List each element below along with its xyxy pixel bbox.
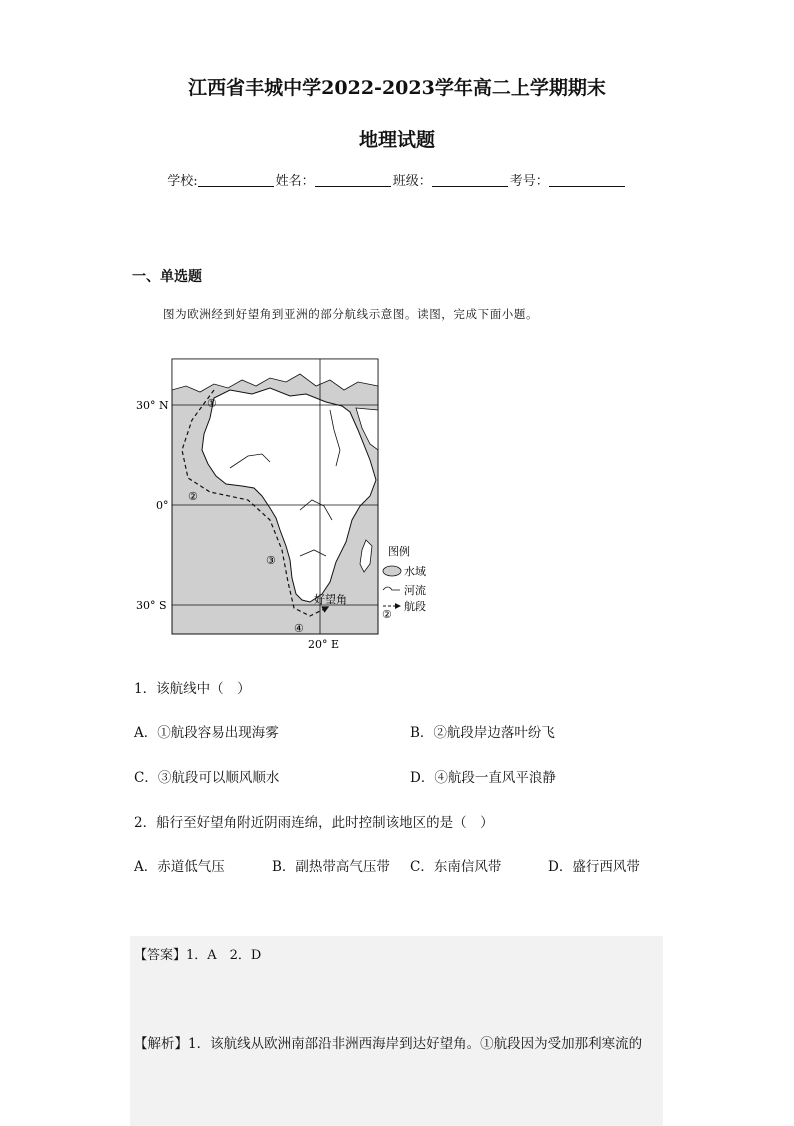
exam-no-label: 考号： bbox=[509, 174, 549, 189]
class-field[interactable] bbox=[432, 174, 508, 187]
page-subtitle: 地理试题 bbox=[358, 129, 435, 151]
legend-route-label: 航段 bbox=[404, 600, 426, 613]
exam-no-field[interactable] bbox=[549, 174, 625, 187]
segment-3-label: ③ bbox=[266, 554, 276, 567]
question-1-option-b[interactable]: B．②航段岸边落叶纷飞 bbox=[410, 725, 555, 741]
legend-water-swatch bbox=[383, 566, 401, 576]
legend-route-symbol: ② bbox=[382, 608, 392, 621]
class-label: 班级： bbox=[392, 174, 432, 189]
question-1-stem: 1．该航线中（ ） bbox=[134, 681, 251, 697]
student-info-line bbox=[0, 170, 794, 189]
explanation-line: 【解析】1．该航线从欧洲南部沿非洲西海岸到达好望角。①航段因为受加那利寒流的 bbox=[134, 1036, 643, 1052]
question-1-option-a[interactable]: A．①航段容易出现海雾 bbox=[134, 725, 279, 741]
school-field[interactable] bbox=[198, 174, 274, 187]
question-2-option-d[interactable]: D．盛行西风带 bbox=[548, 859, 640, 875]
legend-river-icon bbox=[383, 587, 400, 590]
section-title: 一、单选题 bbox=[132, 269, 202, 285]
answer-line: 【答案】1．A 2．D bbox=[134, 948, 262, 963]
route-map bbox=[130, 350, 450, 655]
question-2-option-c[interactable]: C．东南信风带 bbox=[410, 859, 502, 875]
cape-label: 好望角 bbox=[314, 593, 347, 606]
segment-2-label: ② bbox=[188, 490, 198, 503]
question-2-option-b[interactable]: B．副热带高气压带 bbox=[272, 859, 390, 875]
question-2-stem: 2．船行至好望角附近阴雨连绵，此时控制该地区的是（ ） bbox=[134, 815, 494, 831]
name-field[interactable] bbox=[315, 174, 391, 187]
question-2-option-a[interactable]: A．赤道低气压 bbox=[134, 859, 225, 875]
page-title: 江西省丰城中学2022-2023学年高二上学期期末 bbox=[188, 77, 606, 99]
question-1-option-c[interactable]: C．③航段可以顺风顺水 bbox=[134, 770, 280, 786]
lat-0-label: 0° bbox=[156, 499, 169, 512]
answer-box bbox=[130, 936, 663, 1126]
legend-water-label: 水域 bbox=[404, 565, 426, 578]
name-label: 姓名： bbox=[275, 174, 315, 189]
legend-river-label: 河流 bbox=[404, 584, 426, 597]
question-intro: 图为欧洲经到好望角到亚洲的部分航线示意图。读图，完成下面小题。 bbox=[163, 307, 539, 321]
legend-title: 图例 bbox=[388, 545, 410, 558]
lat-30n-label: 30° N bbox=[136, 399, 169, 412]
segment-1-label: ① bbox=[207, 397, 217, 410]
lat-30s-label: 30° S bbox=[136, 599, 167, 612]
question-1-option-d[interactable]: D．④航段一直风平浪静 bbox=[410, 770, 556, 786]
lon-20e-label: 20° E bbox=[308, 638, 340, 651]
segment-4-label: ④ bbox=[294, 622, 304, 635]
school-label: 学校: bbox=[167, 174, 198, 189]
